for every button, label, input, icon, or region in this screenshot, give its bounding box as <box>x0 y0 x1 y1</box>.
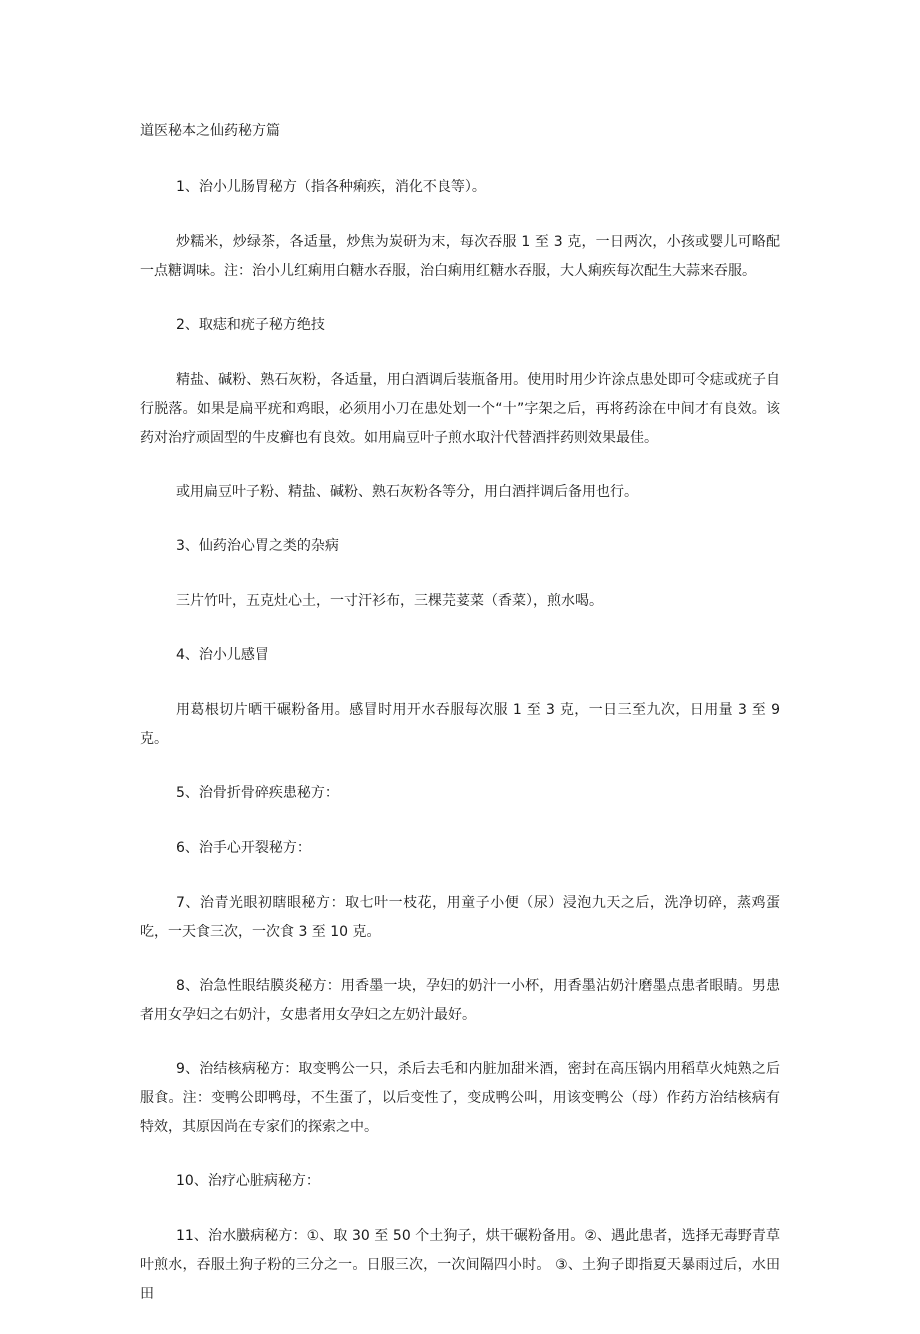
recipe-heading: 1、治小儿肠胃秘方（指各种痢疾，消化不良等）。 <box>176 179 486 195</box>
recipe-text: 或用扁豆叶子粉、精盐、碱粉、熟石灰粉各等分，用白酒拌调后备用也行。 <box>176 484 638 500</box>
recipe-text: 炒糯米，炒绿茶，各适量，炒焦为炭研为末，每次吞服 1 至 3 克，一日两次，小孩或婴儿可略配一点糖调味。注：治小儿红痢用白糖水吞服，治白痢用红糖水吞服，大人痢疾每次配生大蒜来吞服。 <box>140 234 780 279</box>
recipe-heading: 2、取痣和疣子秘方绝技 <box>176 317 325 333</box>
recipe-heading: 3、仙药治心胃之类的杂病 <box>176 538 339 554</box>
document-title: 道医秘本之仙药秘方篇 <box>140 123 280 139</box>
recipe-heading: 10、治疗心脏病秘方： <box>176 1173 320 1189</box>
recipe-heading: 5、治骨折骨碎疾患秘方： <box>176 785 339 801</box>
recipe-text: 11、治水臌病秘方：①、取 30 至 50 个土狗子，烘干碾粉备用。②、遇此患者，选择无毒野青草叶煎水，吞服土狗子粉的三分之一。日服三次，一次间隔四小时。 ③、土狗子即指夏天暴雨过后，水田田 <box>140 1228 780 1302</box>
recipe-text: 用葛根切片晒干碾粉备用。感冒时用开水吞服每次服 1 至 3 克，一日三至九次，日用量 3 至 9 克。 <box>140 702 780 747</box>
document-body <box>140 120 780 1334</box>
recipe-text: 9、治结核病秘方：取变鸭公一只，杀后去毛和内脏加甜米酒，密封在高压锅内用稻草火炖熟之后服食。注：变鸭公即鸭母，不生蛋了，以后变性了，变成鸭公叫，用该变鸭公（母）作药方治结核病有特效，其原因尚在专家们的探索之中。 <box>140 1061 780 1135</box>
recipe-text: 7、治青光眼初瞎眼秘方：取七叶一枝花，用童子小便（尿）浸泡九天之后，洗净切碎，蒸鸡蛋吃，一天食三次，一次食 3 至 10 克。 <box>140 895 780 940</box>
recipe-text: 三片竹叶，五克灶心土，一寸汗衫布，三棵芫荽菜（香菜），煎水喝。 <box>176 593 603 609</box>
recipe-text: 8、治急性眼结膜炎秘方：用香墨一块，孕妇的奶汁一小杯，用香墨沾奶汁磨墨点患者眼睛。男患者用女孕妇之右奶汁，女患者用女孕妇之左奶汁最好。 <box>140 978 780 1023</box>
recipe-heading: 4、治小儿感冒 <box>176 647 269 663</box>
recipe-heading: 6、治手心开裂秘方： <box>176 840 311 856</box>
recipe-text: 精盐、碱粉、熟石灰粉，各适量，用白酒调后装瓶备用。使用时用少许涂点患处即可令痣或疣子自行脱落。如果是扁平疣和鸡眼，必须用小刀在患处划一个“十”字架之后，再将药涂在中间才有良效。该药对治疗顽固型的牛皮癣也有良效。如用扁豆叶子煎水取汁代替酒拌药则效果最佳。 <box>140 372 780 446</box>
